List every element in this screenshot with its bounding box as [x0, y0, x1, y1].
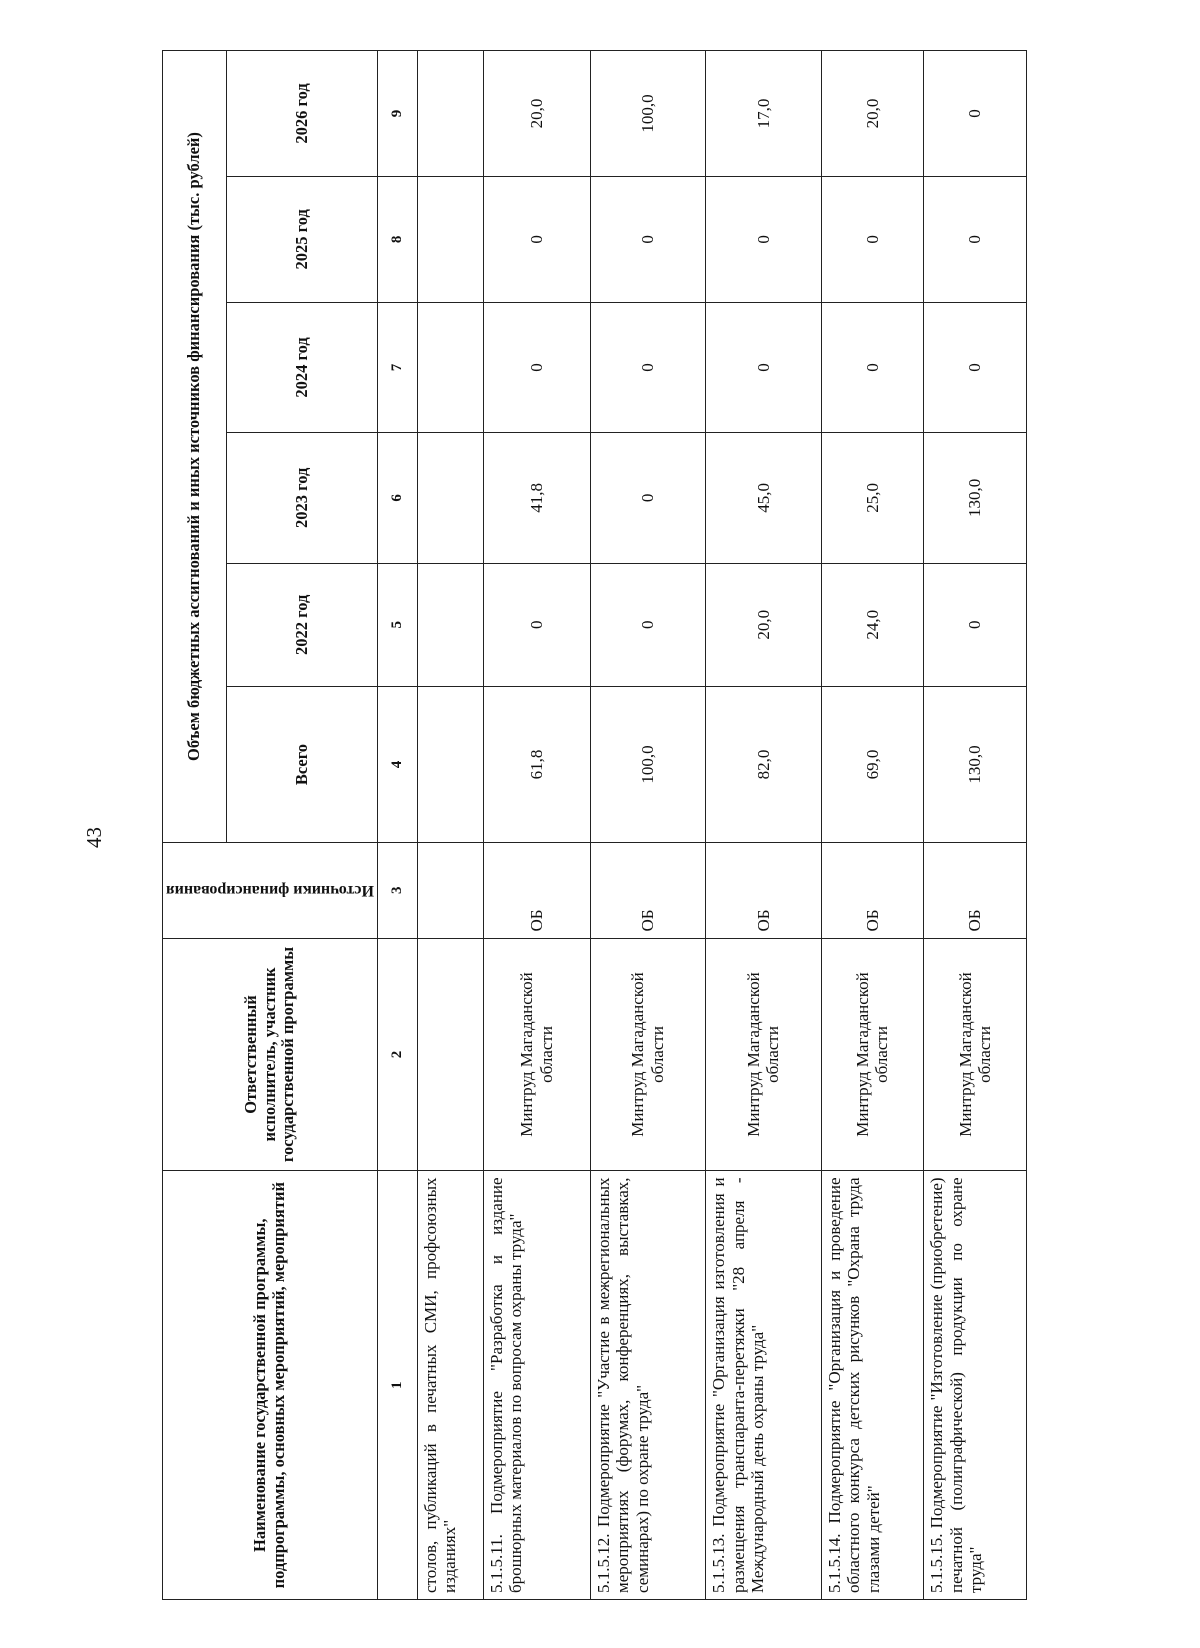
header-2023: 2023 год: [227, 433, 377, 563]
header-executor: Ответственный исполнитель, участник государственной программы: [163, 938, 378, 1171]
header-source: [163, 843, 378, 938]
row-2022: 24,0: [821, 563, 924, 686]
row-source: ОБ: [924, 843, 1027, 938]
header-2024: 2024 год: [227, 302, 377, 432]
row-2025: 0: [590, 176, 705, 302]
row-2026: 20,0: [821, 51, 924, 177]
header-2025: 2025 год: [227, 176, 377, 302]
row-2023: 130,0: [924, 433, 1027, 563]
table-row: [821, 51, 924, 1600]
col-number: 8: [377, 176, 417, 302]
row-2024: 0: [706, 302, 821, 432]
row-2025: 0: [924, 176, 1027, 302]
row-2025: 0: [706, 176, 821, 302]
row-2024: 0: [821, 302, 924, 432]
row-total: 130,0: [924, 687, 1027, 843]
table-row: [417, 51, 483, 1600]
col-number: 2: [377, 938, 417, 1171]
header-funding-group: Объем бюджетных ассигнований и иных источников финансирования (тыс. рублей): [163, 51, 227, 843]
col-number: 1: [377, 1171, 417, 1600]
row-2026: 100,0: [590, 51, 705, 177]
header-total: Всего: [227, 687, 377, 843]
row-2023: 0: [590, 433, 705, 563]
column-numbers-row: [377, 51, 417, 1600]
row-2022: [417, 563, 483, 686]
table-row: [924, 51, 1027, 1600]
row-source: ОБ: [821, 843, 924, 938]
row-name: 5.1.5.13. Подмероприятие "Организация изготовления и размещения транспаранта-перетяжки "28 апреля - Международный день охраны труда": [706, 1171, 821, 1600]
row-2024: 0: [483, 302, 590, 432]
row-2022: 20,0: [706, 563, 821, 686]
row-name: 5.1.5.15. Подмероприятие "Изготовление (приобретение) печатной (полиграфической) продукции по охране труда": [924, 1171, 1027, 1600]
row-2024: 0: [924, 302, 1027, 432]
row-2026: 0: [924, 51, 1027, 177]
table-row: [590, 51, 705, 1600]
row-2023: [417, 433, 483, 563]
header-2026: 2026 год: [227, 51, 377, 177]
row-executor: Минтруд Магаданской области: [821, 938, 924, 1171]
header-name: Наименование государственной программы, подпрограммы, основных мероприятий, мероприятий: [163, 1171, 378, 1600]
row-executor: Минтруд Магаданской области: [590, 938, 705, 1171]
row-source: ОБ: [590, 843, 705, 938]
row-name: 5.1.5.14. Подмероприятие "Организация и проведение областного конкурса детских рисунков "Охрана труда глазами детей": [821, 1171, 924, 1600]
col-number: 7: [377, 302, 417, 432]
row-executor: Минтруд Магаданской области: [483, 938, 590, 1171]
row-2024: 0: [590, 302, 705, 432]
table-row: [706, 51, 821, 1600]
row-2026: 20,0: [483, 51, 590, 177]
row-2023: 41,8: [483, 433, 590, 563]
row-total: 61,8: [483, 687, 590, 843]
row-name: 5.1.5.12. Подмероприятие "Участие в межрегиональных мероприятиях (форумах, конференциях, выставках, семинарах) по охране труда": [590, 1171, 705, 1600]
row-name: столов, публикаций в печатных СМИ, профсоюзных изданиях": [417, 1171, 483, 1600]
row-2022: 0: [590, 563, 705, 686]
funding-table: [162, 50, 1027, 1600]
row-total: 82,0: [706, 687, 821, 843]
row-2025: 0: [483, 176, 590, 302]
row-executor: Минтруд Магаданской области: [706, 938, 821, 1171]
row-executor: [417, 938, 483, 1171]
row-2022: 0: [483, 563, 590, 686]
col-number: 5: [377, 563, 417, 686]
col-number: 4: [377, 687, 417, 843]
row-name: 5.1.5.11. Подмероприятие "Разработка и издание брошюрных материалов по вопросам охраны труда": [483, 1171, 590, 1600]
row-2026: 17,0: [706, 51, 821, 177]
row-source: ОБ: [483, 843, 590, 938]
row-2022: 0: [924, 563, 1027, 686]
rotated-table-container: [162, 50, 1012, 1600]
row-total: 100,0: [590, 687, 705, 843]
col-number: 3: [377, 843, 417, 938]
row-2025: [417, 176, 483, 302]
header-2022: 2022 год: [227, 563, 377, 686]
col-number: 6: [377, 433, 417, 563]
row-2023: 45,0: [706, 433, 821, 563]
row-total: [417, 687, 483, 843]
row-source: [417, 843, 483, 938]
page-number: 43: [82, 827, 106, 848]
row-total: 69,0: [821, 687, 924, 843]
table-row: [483, 51, 590, 1600]
col-number: 9: [377, 51, 417, 177]
row-2023: 25,0: [821, 433, 924, 563]
row-source: ОБ: [706, 843, 821, 938]
row-2025: 0: [821, 176, 924, 302]
row-2026: [417, 51, 483, 177]
row-executor: Минтруд Магаданской области: [924, 938, 1027, 1171]
row-2024: [417, 302, 483, 432]
header-source-text: Источники финансирования: [166, 882, 374, 900]
